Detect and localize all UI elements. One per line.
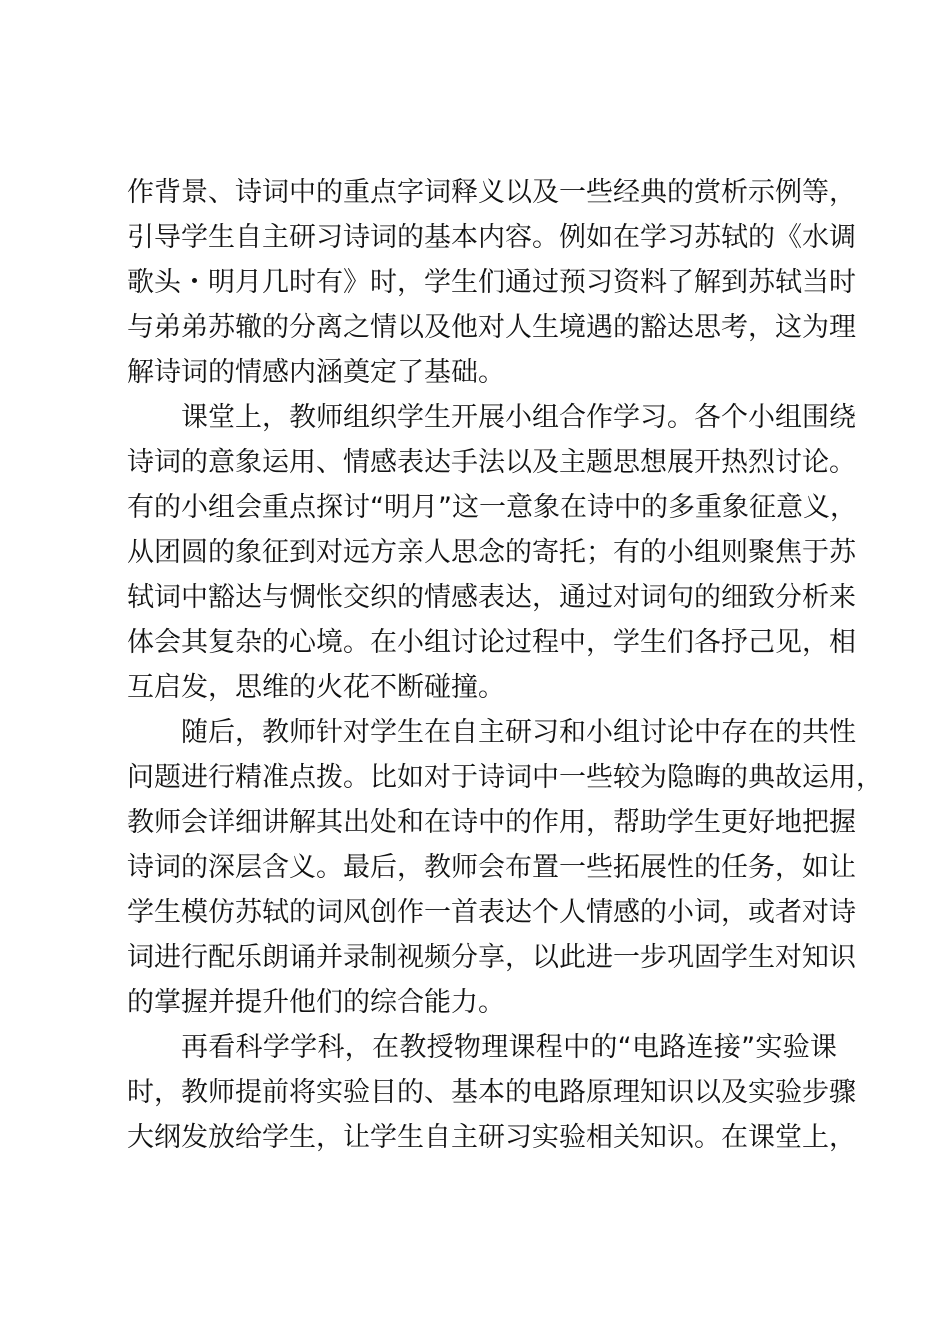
text-line: 问题进行精准点拨。比如对于诗词中一些较为隐晦的典故运用， bbox=[127, 762, 883, 793]
text-line: 大纲发放给学生，让学生自主研习实验相关知识。在课堂上， bbox=[127, 1122, 856, 1153]
text-line: 从团圆的象征到对远方亲人思念的寄托；有的小组则聚焦于苏 bbox=[127, 537, 856, 568]
text-line: 有的小组会重点探讨“明月”这一意象在诗中的多重象征意义， bbox=[127, 492, 857, 523]
text-line: 词进行配乐朗诵并录制视频分享，以此进一步巩固学生对知识 bbox=[127, 942, 856, 973]
paragraph-first-line: 随后，教师针对学生在自主研习和小组讨论中存在的共性 bbox=[181, 717, 856, 748]
text-line: 的掌握并提升他们的综合能力。 bbox=[127, 987, 505, 1018]
text-line: 与弟弟苏辙的分离之情以及他对人生境遇的豁达思考，这为理 bbox=[127, 312, 856, 343]
text-line: 解诗词的情感内涵奠定了基础。 bbox=[127, 357, 505, 388]
text-line: 体会其复杂的心境。在小组讨论过程中，学生们各抒己见，相 bbox=[127, 627, 856, 658]
text-line: 诗词的深层含义。最后，教师会布置一些拓展性的任务，如让 bbox=[127, 852, 856, 883]
body-text bbox=[127, 170, 883, 1160]
text-line: 教师会详细讲解其出处和在诗中的作用，帮助学生更好地把握 bbox=[127, 807, 856, 838]
text-line: 歌头・明月几时有》时，学生们通过预习资料了解到苏轼当时 bbox=[127, 267, 856, 298]
paragraph-first-line: 课堂上，教师组织学生开展小组合作学习。各个小组围绕 bbox=[181, 402, 856, 433]
text-line: 时，教师提前将实验目的、基本的电路原理知识以及实验步骤 bbox=[127, 1077, 856, 1108]
text-line: 引导学生自主研习诗词的基本内容。例如在学习苏轼的《水调 bbox=[127, 222, 856, 253]
text-line: 作背景、诗词中的重点字词释义以及一些经典的赏析示例等， bbox=[127, 177, 856, 208]
text-line: 学生模仿苏轼的词风创作一首表达个人情感的小词，或者对诗 bbox=[127, 897, 856, 928]
text-line: 轼词中豁达与惆怅交织的情感表达，通过对词句的细致分析来 bbox=[127, 582, 856, 613]
text-line: 诗词的意象运用、情感表达手法以及主题思想展开热烈讨论。 bbox=[127, 447, 856, 478]
text-line: 互启发，思维的火花不断碰撞。 bbox=[127, 672, 505, 703]
paragraph-first-line: 再看科学学科，在教授物理课程中的“电路连接”实验课 bbox=[181, 1032, 837, 1063]
